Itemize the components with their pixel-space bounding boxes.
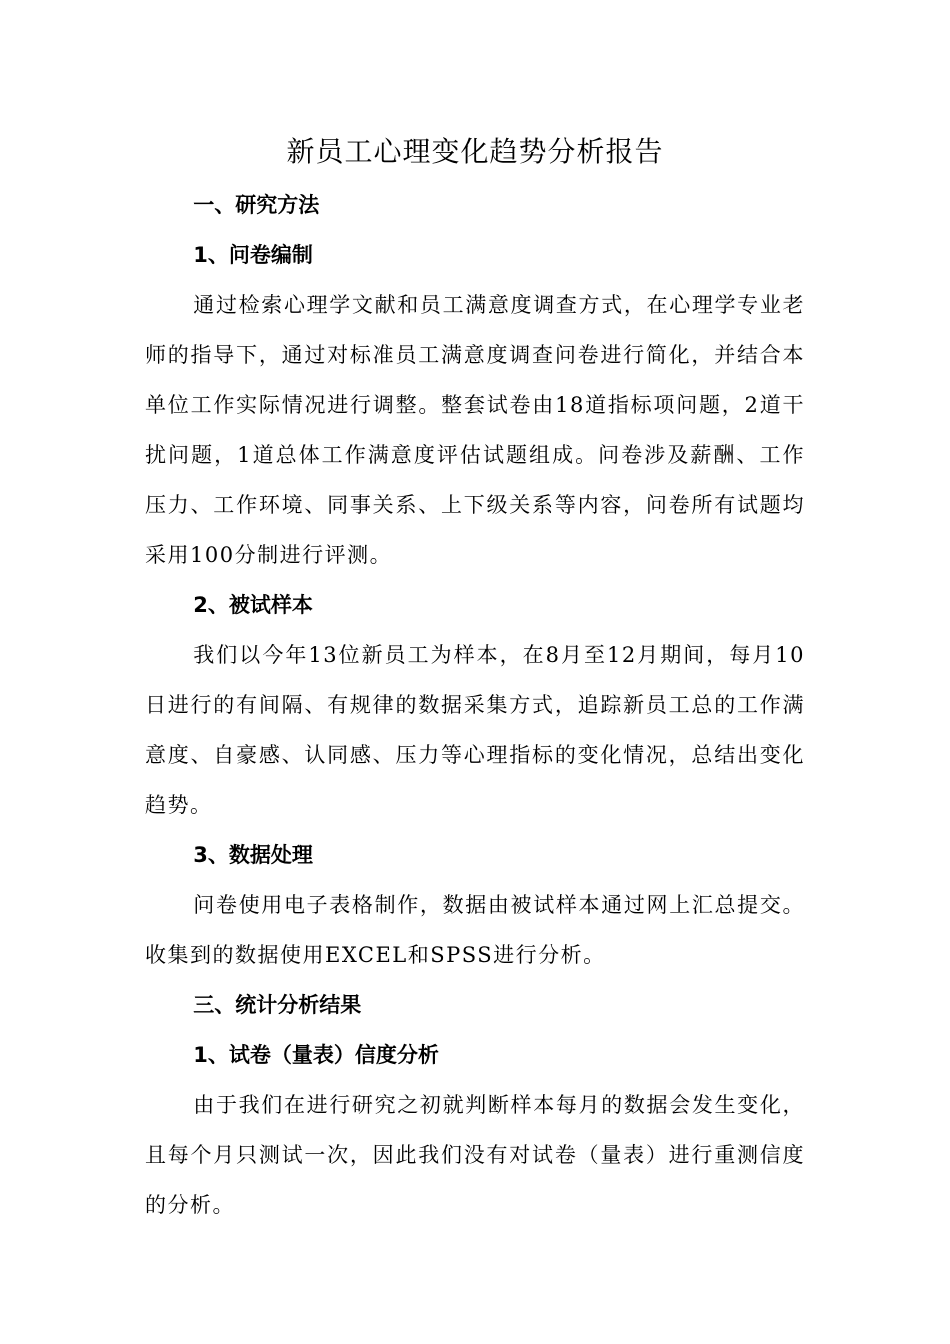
subheading-questionnaire: 1、问卷编制 xyxy=(193,243,313,267)
section-heading-methods: 一、研究方法 xyxy=(193,193,320,217)
subheading-sample: 2、被试样本 xyxy=(193,593,313,617)
subheading-reliability: 1、试卷（量表）信度分析 xyxy=(193,1043,439,1067)
paragraph-questionnaire: 通过检索心理学文献和员工满意度调查方式，在心理学专业老师的指导下，通过对标准员工满意度调查问卷进行简化，并结合本单位工作实际情况进行调整。整套试卷由18道指标项问题，2道干扰问题，1道总体工作满意度评估试题组成。问卷涉及薪酬、工作压力、工作环境、同事关系、上下级关系等内容，问卷所有试题均采用100分制进行评测。 xyxy=(145,293,805,567)
paragraph-reliability: 由于我们在进行研究之初就判断样本每月的数据会发生变化，且每个月只测试一次，因此我们没有对试卷（量表）进行重测信度的分析。 xyxy=(145,1093,805,1217)
paragraph-sample: 我们以今年13位新员工为样本，在8月至12月期间，每月10日进行的有间隔、有规律的数据采集方式，追踪新员工总的工作满意度、自豪感、认同感、压力等心理指标的变化情况，总结出变化趋势。 xyxy=(145,643,805,817)
document-title: 新员工心理变化趋势分析报告 xyxy=(286,135,664,168)
paragraph-data-processing: 问卷使用电子表格制作，数据由被试样本通过网上汇总提交。收集到的数据使用EXCEL和SPSS进行分析。 xyxy=(145,893,805,967)
subheading-data-processing: 3、数据处理 xyxy=(193,843,313,867)
section-heading-results: 三、统计分析结果 xyxy=(193,993,362,1017)
